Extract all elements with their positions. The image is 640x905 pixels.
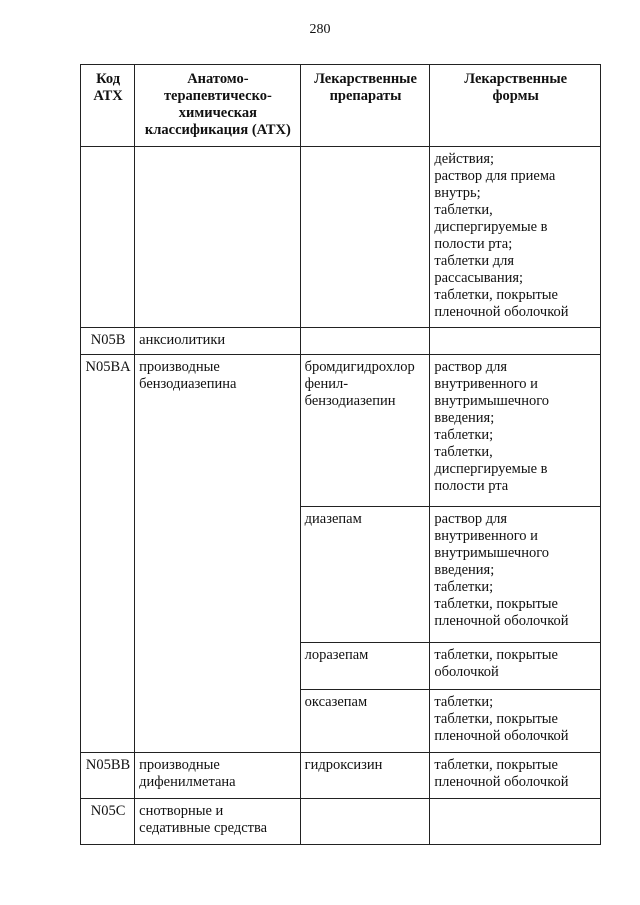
- header-drugs: Лекарственные препараты: [300, 65, 430, 147]
- table-header-row: [81, 65, 601, 147]
- cell-code: N05C: [81, 799, 135, 845]
- table-row: [81, 799, 601, 845]
- header-forms: Лекарственные формы: [430, 65, 601, 147]
- cell-drug: [300, 147, 430, 328]
- cell-drug: гидроксизин: [300, 753, 430, 799]
- cell-forms: действия; раствор для приема внутрь; таблетки, диспергируемые в полости рта; таблетки для рассасывания; таблетки, покрытые пленочной оболочкой: [430, 147, 601, 328]
- cell-drug: [300, 799, 430, 845]
- cell-code: N05BA: [81, 355, 135, 753]
- cell-classification: снотворные и седативные средства: [135, 799, 301, 845]
- cell-code: N05B: [81, 328, 135, 355]
- cell-forms: таблетки, покрытые оболочкой: [430, 643, 601, 690]
- table-row: [81, 355, 601, 507]
- cell-classification: [135, 147, 301, 328]
- header-classification: Анатомо- терапевтическо- химическая классификация (АТХ): [135, 65, 301, 147]
- cell-drug: бромдигидрохлор фенил- бензодиазепин: [300, 355, 430, 507]
- cell-classification: производные бензодиазепина: [135, 355, 301, 753]
- cell-code: [81, 147, 135, 328]
- cell-code: N05BB: [81, 753, 135, 799]
- cell-drug: диазепам: [300, 507, 430, 643]
- cell-drug: лоразепам: [300, 643, 430, 690]
- cell-forms: раствор для внутривенного и внутримышечного введения; таблетки; таблетки, покрытые пленочной оболочкой: [430, 507, 601, 643]
- page-number: 280: [309, 22, 331, 37]
- header-code: Код АТХ: [81, 65, 135, 147]
- atx-drug-table: [80, 64, 601, 845]
- cell-forms: таблетки, покрытые пленочной оболочкой: [430, 753, 601, 799]
- table-row: [81, 147, 601, 328]
- cell-forms: раствор для внутривенного и внутримышечного введения; таблетки; таблетки, диспергируемые в полости рта: [430, 355, 601, 507]
- cell-forms: [430, 328, 601, 355]
- cell-drug: [300, 328, 430, 355]
- table-row: [81, 753, 601, 799]
- cell-drug: оксазепам: [300, 690, 430, 753]
- cell-forms: [430, 799, 601, 845]
- cell-forms: таблетки; таблетки, покрытые пленочной оболочкой: [430, 690, 601, 753]
- table-row: [81, 328, 601, 355]
- cell-classification: производные дифенилметана: [135, 753, 301, 799]
- cell-classification: анксиолитики: [135, 328, 301, 355]
